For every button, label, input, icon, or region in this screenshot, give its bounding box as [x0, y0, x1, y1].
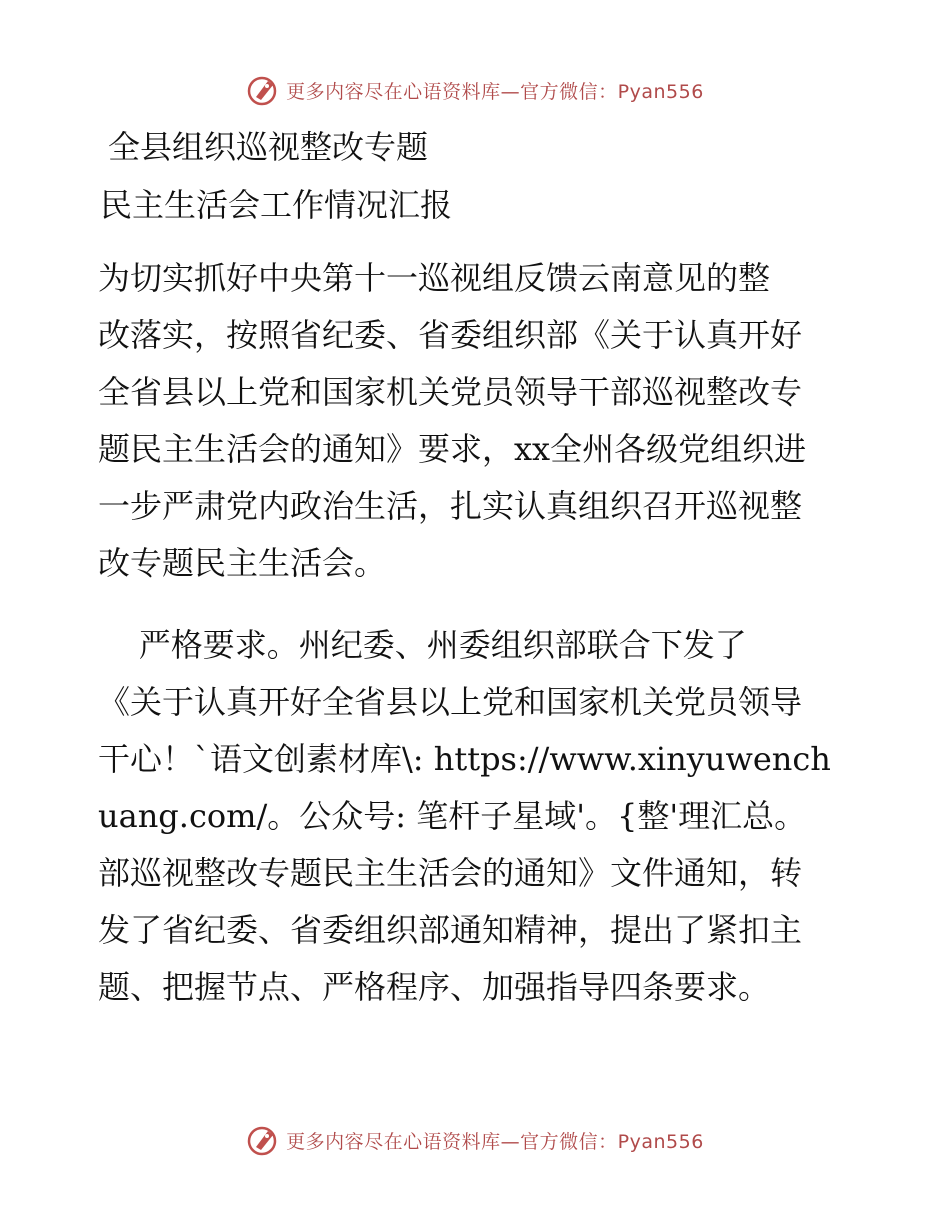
document-title-line-2: 民主生活会工作情况汇报	[100, 186, 453, 224]
text-line: 全省县以上党和国家机关党员领导干部巡视整改专	[98, 373, 803, 411]
text-line: uang.com/。公众号: 笔杆子星域'。{整'理汇总。	[98, 797, 807, 835]
text-line: 为切实抓好中央第十一巡视组反馈云南意见的整	[98, 259, 771, 297]
text-line: 一步严肃党内政治生活，扎实认真组织召开巡视整	[98, 487, 803, 525]
text-line: 部巡视整改专题民主生活会的通知》文件通知，转	[98, 854, 803, 892]
paragraph-2	[98, 617, 858, 1016]
watermark-text: 更多内容尽在心语资料库—官方微信：Pyan556	[286, 80, 704, 103]
text-line: 发了省纪委、省委组织部通知精神，提出了紧扣主	[98, 911, 803, 949]
footer-watermark	[0, 1120, 950, 1160]
pen-nib-circle-icon	[246, 73, 280, 107]
text-line: 干心！`语文创素材库\: https://www.xinyuwench	[98, 740, 831, 778]
text-line: 改专题民主生活会。	[98, 544, 387, 582]
document-title-line-1: 全县组织巡视整改专题	[108, 128, 429, 166]
text-line: 严格要求。州纪委、州委组织部联合下发了	[98, 626, 747, 664]
watermark-text: 更多内容尽在心语资料库—官方微信：Pyan556	[286, 1130, 704, 1153]
pen-nib-circle-icon	[246, 1123, 280, 1157]
paragraph-1	[98, 250, 858, 592]
text-line: 《关于认真开好全省县以上党和国家机关党员领导	[98, 683, 803, 721]
header-watermark	[0, 70, 950, 110]
text-line: 改落实，按照省纪委、省委组织部《关于认真开好	[98, 316, 803, 354]
text-line: 题、把握节点、严格程序、加强指导四条要求。	[98, 968, 771, 1006]
text-line: 题民主生活会的通知》要求，xx全州各级党组织进	[98, 430, 807, 468]
